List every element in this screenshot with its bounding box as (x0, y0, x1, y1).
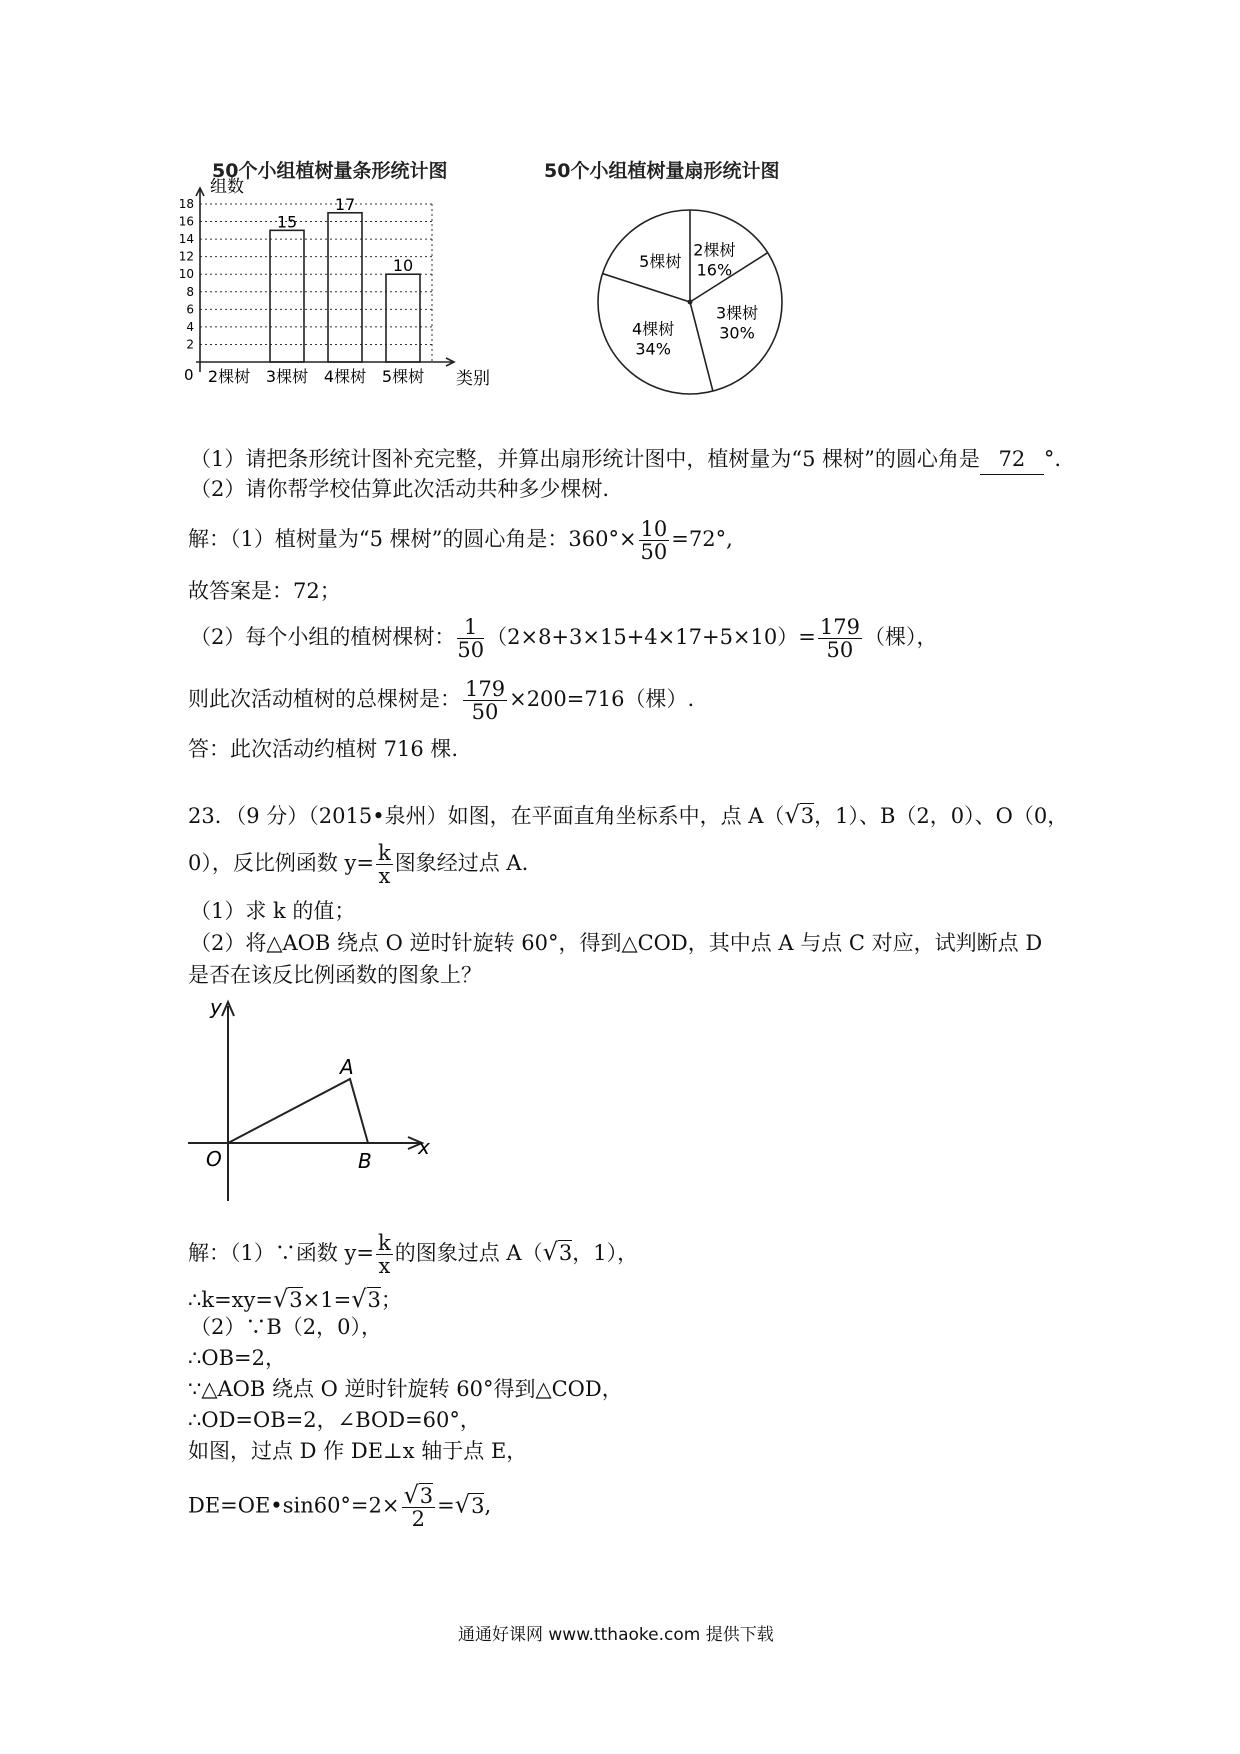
q23-sol1 (188, 1232, 638, 1277)
numerator: k (378, 841, 391, 865)
q22-part1 (190, 444, 1061, 475)
sol-text-end: , (484, 1493, 492, 1518)
numerator: k (378, 1231, 391, 1255)
sol1-text: 解：（1）植树量为“5 棵树”的圆心角是：360°× (188, 527, 637, 551)
q23-sol6: ∴OD=OB=2，∠BOD=60°， (188, 1408, 481, 1432)
label-o: O (206, 1147, 222, 1171)
sqrt-sign: √ (542, 1238, 558, 1266)
denominator: 50 (457, 638, 485, 662)
sol-text-end: ； (380, 1288, 402, 1312)
radicand: 3 (471, 1493, 485, 1518)
radicand: 3 (289, 1288, 303, 1312)
sol-text-mid: = (437, 1493, 455, 1518)
x-tick-label: 5棵树 (381, 367, 425, 386)
sqrt-sign: √ (351, 1285, 367, 1313)
bar-value-label: 10 (392, 256, 414, 276)
q23-text-cont: ，1）、B（2，0）、O（0， (814, 804, 1069, 828)
radicand: 3 (367, 1288, 381, 1312)
sol-text: ∴k=xy= (188, 1288, 273, 1312)
q22-part1-end: °. (1043, 447, 1062, 471)
pie-slice-name: 4棵树 (632, 319, 675, 339)
y-tick-label: 16 (178, 214, 194, 229)
denominator: 50 (640, 540, 668, 564)
footer: 通通好课网 www.tthaoke.com 提供下载 (458, 1625, 774, 1645)
q22-solution-1 (188, 518, 733, 563)
y-tick-label: 6 (186, 302, 194, 317)
pie-slice-name: 3棵树 (715, 303, 759, 323)
q23-ask2-cont: 是否在该反比例函数的图象上？ (188, 963, 482, 987)
q23-sol8 (188, 1481, 492, 1531)
q23-ask2: （2）将△AOB 绕点 O 逆时针旋转 60°，得到△COD，其中点 A 与点 C 对应，试判断点 D (190, 931, 1043, 955)
denominator: x (378, 1254, 391, 1278)
numerator: 10 (640, 517, 668, 541)
numerator: 1 (457, 616, 484, 639)
q23-text: 23．（9 分）（2015•泉州）如图，在平面直角坐标系中，点 A（ (188, 804, 785, 828)
x-tick-label: 2棵树 (207, 367, 251, 386)
bar-value-label: 15 (276, 212, 298, 232)
pie-slice-name: 2棵树 (693, 240, 736, 260)
bar-chart-title: 50个小组植树量条形统计图 (212, 160, 448, 182)
pie-center (688, 300, 693, 305)
sol-text-end: ，1）， (572, 1241, 639, 1265)
q22-part1-text: （1）请把条形统计图补充完整，并算出扇形统计图中，植树量为“5 棵树”的圆心角是 (190, 447, 980, 471)
pie-chart (580, 192, 800, 412)
pie-chart-title: 50个小组植树量扇形统计图 (544, 160, 780, 182)
radicand: 3 (419, 1484, 434, 1508)
bar-value-label: 17 (334, 194, 356, 214)
y-tick-label: 14 (178, 232, 194, 247)
sol2-expression: （2×8+3×15+4×17+5×10）= (486, 625, 816, 649)
sol2-unit: （棵）， (863, 625, 938, 649)
q23-sol7: 如图，过点 D 作 DE⊥x 轴于点 E， (188, 1439, 528, 1463)
numerator (402, 1481, 436, 1509)
q23-sol4: ∴OB=2， (188, 1346, 286, 1370)
triangle-aob (228, 1079, 368, 1143)
pie-slice-divider (603, 274, 690, 302)
bar-chart (178, 177, 560, 438)
pie-slice-divider (690, 302, 713, 391)
q23-sol5: ∵△AOB 绕点 O 逆时针旋转 60°得到△COD， (188, 1377, 623, 1401)
q23-line2 (188, 842, 528, 887)
radicand: 3 (558, 1241, 573, 1265)
label-y: y (210, 995, 222, 1019)
y-tick-label: 8 (186, 284, 194, 299)
x-axis-label: 类别 (456, 369, 490, 389)
y-tick-label: 4 (186, 319, 194, 334)
q23-function-end: 图象经过点 A. (394, 851, 529, 875)
q22-part2: （2）请你帮学校估算此次活动共种多少棵树. (190, 477, 610, 501)
y-tick-label: 12 (178, 249, 194, 264)
y-axis-label: 组数 (210, 177, 244, 197)
y-tick-label: 18 (178, 197, 194, 211)
bar (270, 230, 304, 362)
fraction (818, 616, 862, 661)
total-result: ×200=716（棵）. (509, 687, 695, 711)
bar (328, 213, 362, 362)
sol-text: 解：（1）∵函数 y= (188, 1241, 374, 1265)
pie-slice-percent: 30% (719, 323, 755, 343)
sol-text: DE=OE•sin60°=2× (188, 1493, 400, 1518)
bar (386, 274, 420, 362)
q23-line1 (188, 800, 1068, 831)
pie-slice-percent: 34% (635, 339, 671, 359)
q22-final-answer: 答：此次活动约植树 716 棵. (188, 737, 459, 761)
q22-answer-blank: 72 (980, 444, 1044, 475)
q22-solution-2 (190, 616, 937, 661)
sqrt-sign: √ (272, 1285, 289, 1313)
pie-slice-name: 5棵树 (639, 252, 682, 272)
denominator: 50 (826, 638, 854, 662)
q22-answer-line: 故答案是：72； (188, 579, 341, 603)
fraction (402, 1481, 436, 1531)
denominator: 2 (411, 1507, 426, 1531)
denominator: 50 (471, 700, 499, 724)
x-tick-label: 3棵树 (265, 367, 309, 386)
sol-text-mid: 的图象过点 A（ (394, 1241, 543, 1265)
label-x: x (418, 1135, 430, 1159)
numerator: 179 (465, 677, 506, 701)
fraction (463, 678, 507, 723)
denominator: x (378, 864, 391, 888)
y-tick-label: 2 (186, 337, 194, 352)
total-text: 则此次活动植树的总棵树是： (188, 687, 461, 711)
label-a: A (340, 1055, 354, 1079)
radicand: 3 (800, 804, 815, 828)
origin-label: 0 (184, 366, 194, 384)
sqrt-sign: √ (454, 1490, 471, 1519)
sqrt-sign: √ (403, 1481, 419, 1509)
q22-total (188, 678, 694, 723)
label-b: B (358, 1149, 372, 1173)
sol-text-mid: ×1= (302, 1288, 352, 1312)
coordinate-figure (180, 996, 440, 1206)
q23-function-text: 0），反比例函数 y= (188, 851, 374, 875)
fraction (639, 518, 670, 563)
y-tick-label: 10 (178, 267, 194, 282)
numerator: 179 (819, 615, 860, 639)
sqrt-sign: √ (784, 801, 800, 829)
q23-sol2 (188, 1284, 402, 1315)
fraction (376, 1232, 393, 1277)
fraction (376, 842, 393, 887)
x-tick-label: 4棵树 (323, 367, 367, 386)
sol2-text: （2）每个小组的植树棵树： (190, 625, 456, 649)
q23-ask1: （1）求 k 的值； (190, 899, 356, 923)
fraction (457, 616, 484, 661)
pie-slice-percent: 16% (696, 260, 733, 280)
q23-sol3: （2）∵B（2，0）， (190, 1315, 383, 1339)
sol1-result: =72°, (671, 527, 733, 551)
